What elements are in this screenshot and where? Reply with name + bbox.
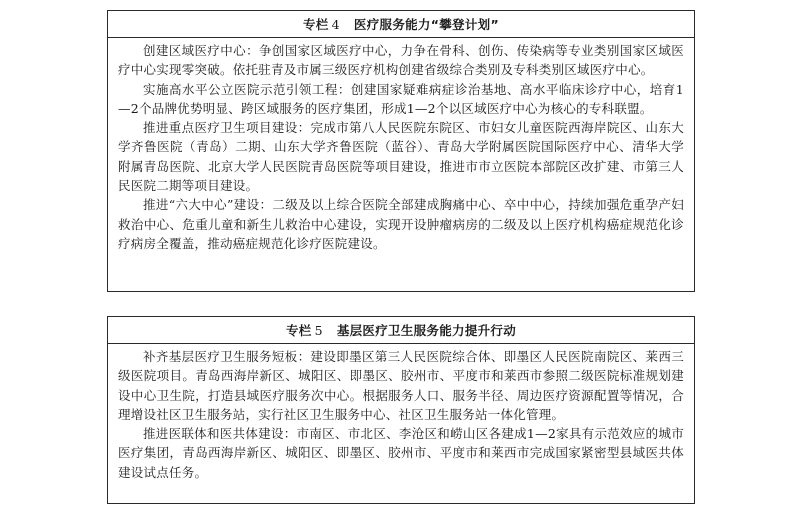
panel-body — [108, 38, 694, 253]
paragraph: 推进重点医疗卫生项目建设：完成市第八人民医院东院区、市妇女儿童医院西海岸院区、山东大学齐鲁医院（青岛）二期、山东大学齐鲁医院（蓝谷）、青岛大学附属医院国际医疗中心、清华大学附属青岛医院、北京大学人民医院青岛医院等项目建设，推进市市立医院本部院区改扩建、市第三人民医院二期等项目建设。 — [118, 120, 684, 194]
panel-number: 4 — [331, 17, 340, 32]
panel-label-text: 专栏 — [285, 323, 312, 338]
panel-column-5 — [107, 316, 695, 504]
panel-title: 基层医疗卫生服务能力提升行动 — [336, 323, 517, 338]
paragraph: 补齐基层医疗卫生服务短板：建设即墨区第三人民医院综合体、即墨区人民医院南院区、莱西三级医院项目。青岛西海岸新区、城阳区、即墨区、胶州市、平度市和莱西市参照二级医院标准规划建设中心卫生院，打造县域医疗服务次中心。根据服务人口、服务半径、周边医疗资源配置等情况，合理增设社区卫生服务站，实行社区卫生服务中心、社区卫生服务站一体化管理。 — [118, 349, 684, 422]
panel-label-text: 专栏 — [303, 17, 329, 32]
panel-label — [286, 321, 323, 339]
panel-header — [108, 11, 694, 38]
panel-header — [108, 317, 694, 344]
paragraph: 推进医联体和医共体建设：市南区、市北区、李沧区和崂山区各建成1—2家具有示范效应的城市医疗集团，青岛西海岸新区、城阳区、即墨区、胶州市、平度市和莱西市完成国家紧密型县域医共体建设试点任务。 — [118, 426, 684, 480]
panel-number: 5 — [314, 323, 323, 338]
paragraph: 创建区域医疗中心：争创国家区域医疗中心，力争在骨科、创伤、传染病等专业类别国家区域医疗中心实现零突破。依托驻青及市属三级医疗机构创建省级综合类别及专科类别区域医疗中心。 — [118, 43, 684, 78]
panel-title: 医疗服务能力“攀登计划” — [353, 17, 499, 32]
paragraph: 实施高水平公立医院示范引领工程：创建国家疑难病症诊治基地、高水平临床诊疗中心，培育1—2个品牌优势明显、跨区域服务的医疗集团，形成1—2个以区域医疗中心为核心的专科联盟。 — [118, 81, 684, 116]
panel-column-4 — [107, 10, 695, 292]
paragraph: 推进“六大中心”建设：二级及以上综合医院全部建成胸痛中心、卒中中心，持续加强危重孕产妇救治中心、危重儿童和新生儿救治中心建设，实现开设肿瘤病房的二级及以上医疗机构癌症规范化诊疗病房全覆盖，推动癌症规范化诊疗医院建设。 — [118, 197, 684, 251]
panel-body — [108, 344, 694, 482]
panel-label — [303, 15, 340, 33]
